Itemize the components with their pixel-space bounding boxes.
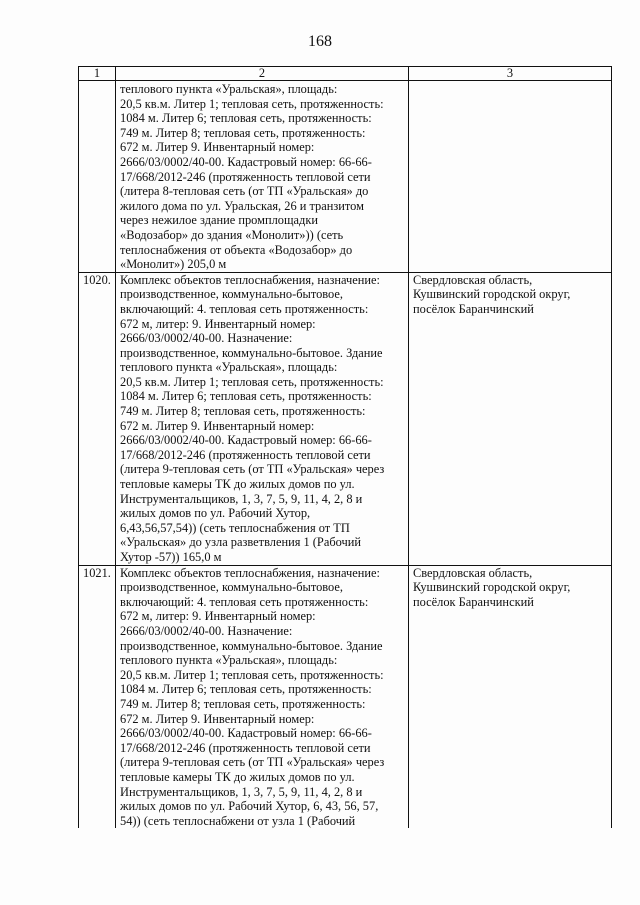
description-line: (литера 8-тепловая сеть (от ТП «Уральская» до [120, 184, 369, 199]
description-line: 672 м. Литер 9. Инвентарный номер: [120, 711, 315, 726]
table-header-row [79, 67, 612, 81]
description-line: теплоснабжения от объекта «Водозабор» до [120, 242, 353, 257]
description-line: «Водозабор» до здания «Монолит»)) (сеть [120, 227, 344, 242]
description-line: производственное, коммунально-бытовое. Здание [120, 638, 383, 653]
description-line: 17/668/2012-246 (протяженность тепловой сети [120, 740, 371, 755]
row-number: 1021. [79, 565, 116, 828]
description-line: включающий: 4. тепловая сеть протяженность: [120, 301, 369, 316]
address-line: Кушвинский городской округ, [413, 287, 571, 302]
page-number: 168 [308, 33, 332, 50]
description-line: тепловые камеры ТК до жилых домов по ул. [120, 477, 355, 492]
address-line: посёлок Баранчинский [413, 301, 534, 316]
row-number [79, 81, 116, 273]
description-line: теплового пункта «Уральская», площадь: [120, 82, 338, 96]
description-line: теплового пункта «Уральская», площадь: [120, 653, 338, 668]
description-line: 2666/03/0002/40-00. Кадастровый номер: 66-66- [120, 154, 372, 169]
table-row [79, 81, 612, 273]
object-address [409, 81, 612, 273]
table-row [79, 565, 612, 828]
description-line: «Монолит») 205,0 м [120, 257, 227, 272]
address-line: Свердловская область, [413, 565, 533, 580]
description-line: 672 м, литер: 9. Инвентарный номер: [120, 609, 316, 624]
table-row [79, 272, 612, 565]
description-line: Хутор -57)) 165,0 м [120, 550, 222, 564]
description-line: включающий: 4. тепловая сеть протяженность: [120, 594, 369, 609]
description-line: тепловые камеры ТК до жилых домов по ул. [120, 769, 355, 784]
description-line: 20,5 кв.м. Литер 1; тепловая сеть, протяженность: [120, 96, 384, 111]
description-line: 749 м. Литер 8; тепловая сеть, протяженность: [120, 696, 366, 711]
object-description [116, 81, 409, 273]
address-line: Свердловская область, [413, 272, 533, 287]
description-line: 20,5 кв.м. Литер 1; тепловая сеть, протяженность: [120, 374, 384, 389]
description-line: 2666/03/0002/40-00. Назначение: [120, 623, 293, 638]
description-line: 2666/03/0002/40-00. Кадастровый номер: 66-66- [120, 433, 372, 448]
description-line: Комплекс объектов теплоснабжения, назначение: [120, 272, 380, 287]
description-line: «Уральская» до узла разветвления 1 (Рабочий [120, 535, 361, 550]
description-line: 749 м. Литер 8; тепловая сеть, протяженность: [120, 125, 366, 140]
description-line: производственное, коммунально-бытовое, [120, 580, 343, 595]
column-header-2: 2 [116, 67, 409, 81]
description-line: 672 м. Литер 9. Инвентарный номер: [120, 140, 315, 155]
description-line: теплового пункта «Уральская», площадь: [120, 360, 338, 375]
description-line: 672 м, литер: 9. Инвентарный номер: [120, 316, 316, 331]
description-line: через нежилое здание промплощадки [120, 213, 318, 228]
description-line: (литера 9-тепловая сеть (от ТП «Уральская» через [120, 462, 385, 477]
object-description [116, 272, 409, 565]
description-line: 1084 м. Литер 6; тепловая сеть, протяженность: [120, 111, 372, 126]
description-line: производственное, коммунально-бытовое, [120, 287, 343, 302]
description-line: 749 м. Литер 8; тепловая сеть, протяженность: [120, 404, 366, 419]
description-line: жилого дома по ул. Уральская, 26 и транзитом [120, 198, 364, 213]
column-header-3: 3 [409, 67, 612, 81]
description-line: 672 м. Литер 9. Инвентарный номер: [120, 418, 315, 433]
description-line: производственное, коммунально-бытовое. Здание [120, 345, 383, 360]
description-line: жилых домов по ул. Рабочий Хутор, [120, 506, 311, 521]
description-line: (литера 9-тепловая сеть (от ТП «Уральская» через [120, 755, 385, 770]
description-line: 1084 м. Литер 6; тепловая сеть, протяженность: [120, 389, 372, 404]
description-line: 54)) (сеть теплоснабжени от узла 1 (Рабочий [120, 813, 356, 828]
description-line: жилых домов по ул. Рабочий Хутор, 6, 43, 56, 57, [120, 799, 379, 814]
property-table [78, 66, 612, 828]
description-line: 1084 м. Литер 6; тепловая сеть, протяженность: [120, 682, 372, 697]
description-line: 17/668/2012-246 (протяженность тепловой сети [120, 169, 371, 184]
description-line: 2666/03/0002/40-00. Назначение: [120, 331, 293, 346]
object-address [409, 272, 612, 565]
description-line: Комплекс объектов теплоснабжения, назначение: [120, 565, 380, 580]
object-address [409, 565, 612, 828]
object-description [116, 565, 409, 828]
row-number: 1020. [79, 272, 116, 565]
description-line: 2666/03/0002/40-00. Кадастровый номер: 66-66- [120, 726, 372, 741]
column-header-1: 1 [79, 67, 116, 81]
description-line: 17/668/2012-246 (протяженность тепловой сети [120, 447, 371, 462]
address-line: посёлок Баранчинский [413, 594, 534, 609]
description-line: Инструментальщиков, 1, 3, 7, 5, 9, 11, 4, 2, 8 и [120, 784, 363, 799]
description-line: 20,5 кв.м. Литер 1; тепловая сеть, протяженность: [120, 667, 384, 682]
address-line: Кушвинский городской округ, [413, 580, 571, 595]
description-line: 6,43,56,57,54)) (сеть теплоснабжения от ТП [120, 520, 350, 535]
description-line: Инструментальщиков, 1, 3, 7, 5, 9, 11, 4, 2, 8 и [120, 491, 363, 506]
